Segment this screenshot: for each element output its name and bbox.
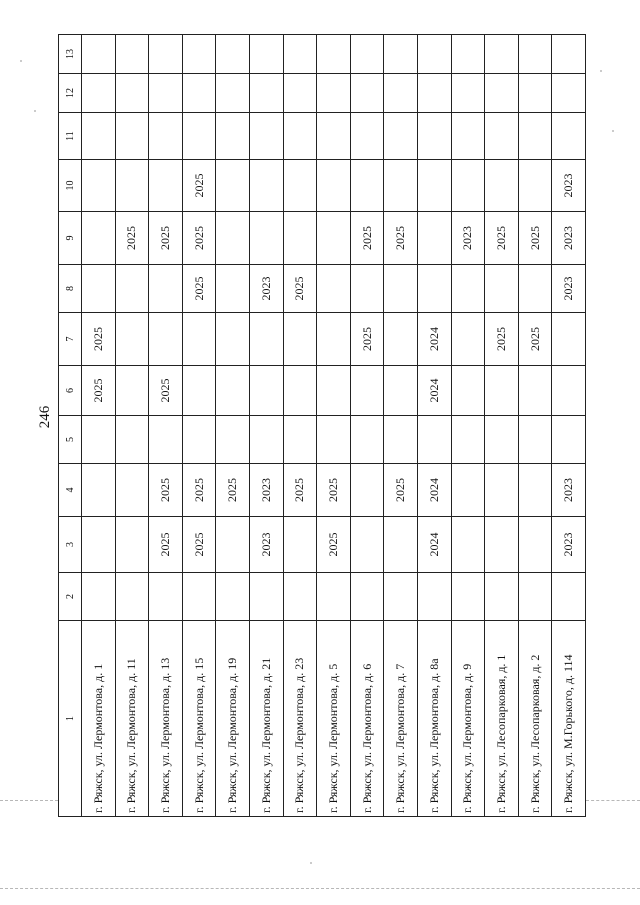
year-cell: 2023: [552, 464, 586, 517]
year-cell: [451, 160, 485, 212]
year-cell: [552, 573, 586, 621]
year-cell: 2025: [182, 160, 216, 212]
year-cell: 2025: [216, 464, 250, 517]
address-cell: г. Ряжск, ул. Лермонтова, д. 11: [115, 621, 149, 817]
year-cell: 2025: [115, 212, 149, 265]
address-cell: г. Ряжск, ул. Лермонтова, д. 19: [216, 621, 250, 817]
year-cell: [283, 74, 317, 113]
table-row: [485, 35, 519, 817]
year-cell: [283, 366, 317, 416]
year-cell: [115, 35, 149, 74]
scan-speck: [612, 130, 614, 132]
year-cell: [552, 416, 586, 464]
year-cell: [350, 464, 384, 517]
year-cell: [82, 212, 116, 265]
year-cell: 2025: [384, 212, 418, 265]
year-cell: 2025: [182, 212, 216, 265]
table-row: [417, 35, 451, 817]
year-cell: [182, 573, 216, 621]
table-row: [182, 35, 216, 817]
year-cell: [451, 416, 485, 464]
year-cell: [552, 313, 586, 366]
year-cell: [417, 35, 451, 74]
year-cell: [216, 35, 250, 74]
column-number: 13: [59, 35, 82, 74]
address-cell: г. Ряжск, ул. Лермонтова, д. 23: [283, 621, 317, 817]
year-cell: 2025: [149, 517, 183, 573]
year-cell: 2025: [182, 517, 216, 573]
year-cell: 2023: [552, 265, 586, 313]
scan-speck: [310, 862, 312, 864]
year-cell: [552, 74, 586, 113]
year-cell: [485, 74, 519, 113]
year-cell: [451, 366, 485, 416]
year-cell: [149, 265, 183, 313]
address-cell: г. Ряжск, ул. Лесопарковая, д. 2: [518, 621, 552, 817]
year-cell: [350, 573, 384, 621]
year-cell: [82, 517, 116, 573]
year-cell: [283, 416, 317, 464]
year-cell: [115, 265, 149, 313]
address-cell: г. Ряжск, ул. Лермонтова, д. 9: [451, 621, 485, 817]
year-cell: [283, 113, 317, 160]
year-cell: 2024: [417, 464, 451, 517]
year-cell: [350, 160, 384, 212]
year-cell: [384, 573, 418, 621]
year-cell: [115, 573, 149, 621]
page-number: 246: [37, 405, 53, 429]
year-cell: [317, 573, 351, 621]
year-cell: 2025: [149, 212, 183, 265]
scan-artifact-line: [0, 800, 58, 802]
address-cell: г. Ряжск, ул. Лермонтова, д. 21: [249, 621, 283, 817]
table-row: [384, 35, 418, 817]
year-cell: [82, 113, 116, 160]
year-cell: [82, 35, 116, 74]
year-cell: [417, 212, 451, 265]
year-cell: [249, 366, 283, 416]
year-cell: [216, 416, 250, 464]
column-number: 7: [59, 313, 82, 366]
year-cell: [283, 313, 317, 366]
year-cell: [249, 113, 283, 160]
year-cell: [417, 160, 451, 212]
year-cell: [317, 212, 351, 265]
table-row: [216, 35, 250, 817]
address-cell: г. Ряжск, ул. Лермонтова, д. 1: [82, 621, 116, 817]
year-cell: [350, 265, 384, 313]
year-cell: 2025: [149, 464, 183, 517]
year-cell: [283, 573, 317, 621]
year-cell: [384, 160, 418, 212]
column-number: 2: [59, 573, 82, 621]
column-number-row: [59, 35, 82, 817]
year-cell: [249, 160, 283, 212]
year-cell: 2024: [417, 517, 451, 573]
year-cell: [216, 573, 250, 621]
year-cell: 2025: [384, 464, 418, 517]
year-cell: [384, 517, 418, 573]
year-cell: [249, 573, 283, 621]
year-cell: 2025: [149, 366, 183, 416]
year-cell: 2025: [82, 313, 116, 366]
year-cell: [384, 416, 418, 464]
year-cell: 2023: [249, 265, 283, 313]
year-cell: [350, 416, 384, 464]
year-cell: [149, 74, 183, 113]
year-cell: [82, 160, 116, 212]
year-cell: [384, 366, 418, 416]
year-cell: [485, 464, 519, 517]
year-cell: [451, 313, 485, 366]
table-row: [451, 35, 485, 817]
year-cell: [518, 517, 552, 573]
year-cell: [485, 573, 519, 621]
year-cell: 2025: [350, 313, 384, 366]
address-cell: г. Ряжск, ул. Лермонтова, д. 13: [149, 621, 183, 817]
year-cell: 2025: [182, 265, 216, 313]
year-cell: [115, 313, 149, 366]
year-cell: [485, 35, 519, 74]
year-cell: [350, 35, 384, 74]
year-cell: [283, 160, 317, 212]
year-cell: 2024: [417, 313, 451, 366]
year-cell: [82, 573, 116, 621]
year-cell: 2025: [283, 265, 317, 313]
scan-speck: [600, 70, 602, 72]
year-cell: [249, 416, 283, 464]
year-cell: [149, 160, 183, 212]
column-number: 12: [59, 74, 82, 113]
year-cell: [317, 416, 351, 464]
year-cell: 2025: [283, 464, 317, 517]
year-cell: [283, 517, 317, 573]
column-number: 1: [59, 621, 82, 817]
year-cell: [249, 313, 283, 366]
year-cell: [417, 265, 451, 313]
year-cell: [149, 35, 183, 74]
year-cell: [384, 113, 418, 160]
address-cell: г. Ряжск, ул. Лесопарковая, д. 1: [485, 621, 519, 817]
year-cell: [249, 74, 283, 113]
address-cell: г. Ряжск, ул. М.Горького, д. 114: [552, 621, 586, 817]
year-cell: [518, 74, 552, 113]
year-cell: [518, 416, 552, 464]
year-cell: [317, 74, 351, 113]
year-cell: [283, 35, 317, 74]
year-cell: [216, 517, 250, 573]
year-cell: [317, 35, 351, 74]
year-cell: 2025: [485, 313, 519, 366]
year-cell: [451, 35, 485, 74]
year-cell: 2025: [182, 464, 216, 517]
year-cell: [451, 113, 485, 160]
year-cell: [552, 366, 586, 416]
year-cell: 2025: [485, 212, 519, 265]
year-cell: [350, 113, 384, 160]
scan-artifact-line: [586, 800, 640, 802]
column-number: 6: [59, 366, 82, 416]
year-cell: [115, 464, 149, 517]
year-cell: [384, 313, 418, 366]
column-number: 11: [59, 113, 82, 160]
column-number: 4: [59, 464, 82, 517]
address-cell: г. Ряжск, ул. Лермонтова, д. 15: [182, 621, 216, 817]
year-cell: 2025: [350, 212, 384, 265]
scan-speck: [34, 110, 36, 112]
year-cell: [115, 74, 149, 113]
year-cell: [216, 366, 250, 416]
year-cell: 2025: [317, 464, 351, 517]
year-cell: [417, 74, 451, 113]
year-cell: [518, 573, 552, 621]
year-cell: [216, 265, 250, 313]
year-cell: [518, 113, 552, 160]
year-cell: 2025: [518, 313, 552, 366]
scan-artifact-line: [0, 888, 640, 890]
year-cell: [115, 517, 149, 573]
year-cell: [485, 366, 519, 416]
year-cell: [216, 160, 250, 212]
year-cell: [182, 313, 216, 366]
table-row: [552, 35, 586, 817]
year-cell: [317, 160, 351, 212]
column-number: 3: [59, 517, 82, 573]
column-number: 8: [59, 265, 82, 313]
year-cell: [384, 35, 418, 74]
address-cell: г. Ряжск, ул. Лермонтова, д. 7: [384, 621, 418, 817]
year-cell: [182, 366, 216, 416]
year-cell: [182, 113, 216, 160]
table-row: [82, 35, 116, 817]
column-number: 5: [59, 416, 82, 464]
year-cell: [249, 212, 283, 265]
year-cell: 2025: [317, 517, 351, 573]
year-cell: [518, 464, 552, 517]
column-number: 9: [59, 212, 82, 265]
rotated-table-frame: [58, 35, 586, 817]
year-cell: [485, 265, 519, 313]
year-cell: [149, 416, 183, 464]
year-cell: 2024: [417, 366, 451, 416]
year-cell: [115, 160, 149, 212]
year-cell: [451, 74, 485, 113]
address-cell: г. Ряжск, ул. Лермонтова, д. 6: [350, 621, 384, 817]
column-number: 10: [59, 160, 82, 212]
year-cell: 2023: [249, 517, 283, 573]
year-cell: 2023: [451, 212, 485, 265]
year-cell: [115, 416, 149, 464]
year-cell: [451, 573, 485, 621]
year-cell: [350, 517, 384, 573]
year-cell: [485, 416, 519, 464]
year-cell: [283, 212, 317, 265]
year-cell: [417, 416, 451, 464]
year-cell: [82, 416, 116, 464]
table-row: [350, 35, 384, 817]
table-row: [249, 35, 283, 817]
year-cell: [485, 160, 519, 212]
year-cell: [317, 113, 351, 160]
year-cell: 2023: [249, 464, 283, 517]
year-cell: [216, 212, 250, 265]
table-container: [58, 35, 586, 817]
year-cell: [350, 74, 384, 113]
table-row: [115, 35, 149, 817]
year-cell: [115, 113, 149, 160]
year-cell: 2023: [552, 160, 586, 212]
year-cell: [317, 313, 351, 366]
schedule-table: [58, 34, 586, 817]
year-cell: 2025: [518, 212, 552, 265]
year-cell: [182, 35, 216, 74]
year-cell: [82, 265, 116, 313]
year-cell: [417, 573, 451, 621]
year-cell: [350, 366, 384, 416]
year-cell: [149, 113, 183, 160]
year-cell: 2023: [552, 517, 586, 573]
year-cell: [518, 265, 552, 313]
year-cell: [149, 313, 183, 366]
address-cell: г. Ряжск, ул. Лермонтова, д. 8а: [417, 621, 451, 817]
table-row: [149, 35, 183, 817]
year-cell: [182, 74, 216, 113]
year-cell: [216, 313, 250, 366]
year-cell: [115, 366, 149, 416]
year-cell: [384, 265, 418, 313]
year-cell: [485, 113, 519, 160]
year-cell: [216, 74, 250, 113]
year-cell: [149, 573, 183, 621]
year-cell: [552, 35, 586, 74]
table-row: [283, 35, 317, 817]
year-cell: [552, 113, 586, 160]
year-cell: [518, 160, 552, 212]
year-cell: 2025: [82, 366, 116, 416]
year-cell: [417, 113, 451, 160]
year-cell: [451, 265, 485, 313]
year-cell: [518, 366, 552, 416]
address-cell: г. Ряжск, ул. Лермонтова, д. 5: [317, 621, 351, 817]
year-cell: [451, 517, 485, 573]
scan-speck: [20, 60, 22, 62]
year-cell: [82, 74, 116, 113]
year-cell: 2023: [552, 212, 586, 265]
year-cell: [317, 366, 351, 416]
year-cell: [451, 464, 485, 517]
year-cell: [249, 35, 283, 74]
year-cell: [182, 416, 216, 464]
year-cell: [82, 464, 116, 517]
table-row: [317, 35, 351, 817]
year-cell: [518, 35, 552, 74]
year-cell: [384, 74, 418, 113]
year-cell: [216, 113, 250, 160]
year-cell: [485, 517, 519, 573]
year-cell: [317, 265, 351, 313]
table-row: [518, 35, 552, 817]
